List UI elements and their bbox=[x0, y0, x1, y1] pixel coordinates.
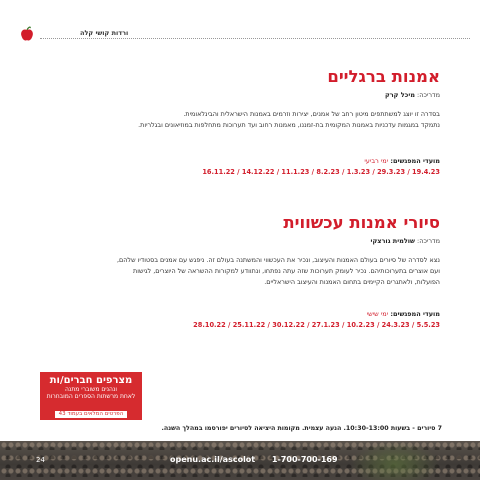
description-line: הפועלות, ולאתגרים הקיימים בתחום האמנות והעיצוב הישראליים. bbox=[264, 278, 440, 286]
schedule-dates: 28.10.22 / 25.11.22 / 30.12.22 / 27.1.23 / 10.2.23 / 24.3.23 / 5.5.23 bbox=[193, 321, 440, 329]
section-description bbox=[80, 109, 440, 131]
guide-name: מיכל קרק bbox=[384, 91, 415, 99]
description-line: נצא לסדרה של סיורים בעולם האמנות והעיצוב, ונכיר את העכשווי והמשתנה בעולם זה. ניפגש עם אמנים בסטודיו שלהם, bbox=[116, 256, 440, 264]
description-line: ועם אוצרים בתערוכותיהם. נכיר לעומק תערוכות שזה עתה נפתחו, ונתוודע למקורות ההשראה של היוצרים, לגישות bbox=[133, 267, 440, 275]
guide-name: שולמית גורצקי bbox=[370, 237, 415, 245]
description-line: בסדרה זו יוצג למשתתפים מיטון רחב של אמנים, יצירות וזרמים באמנות הישראלית והבינלאומית. bbox=[183, 110, 440, 118]
footer-phone[interactable]: 1-700-700-169 bbox=[271, 455, 338, 464]
footer bbox=[0, 441, 480, 480]
promo-details-link[interactable]: הפרטים המלאים בעמוד 43 bbox=[55, 411, 128, 418]
section-title: אמנות ברגליים bbox=[327, 67, 440, 86]
schedule-label-text: מועדי המפגשים: bbox=[390, 310, 440, 318]
tour-notice: 7 סיורים - בשעות 10:30-13:00. הנעה עצמית. מקומות היציאה לסיורים יפורסמו במהלך השנה. bbox=[161, 425, 442, 432]
footer-contact bbox=[170, 455, 352, 464]
guide-line bbox=[110, 237, 440, 245]
schedule-label bbox=[110, 157, 440, 165]
brand-title: ורדות קושי קלה bbox=[76, 29, 132, 37]
guide-label: מדריכה: bbox=[417, 91, 440, 99]
promo-line: ונהנים משוברי מתנה bbox=[65, 386, 117, 393]
section-contemporary-art-tours bbox=[110, 212, 440, 329]
schedule-label-text: מועדי המפגשים: bbox=[390, 157, 440, 165]
header-rule bbox=[40, 38, 470, 39]
guide-label: מדריכה: bbox=[417, 237, 440, 245]
page-number: 24 bbox=[36, 456, 45, 464]
apple-icon bbox=[20, 26, 34, 42]
section-art-on-foot bbox=[110, 66, 440, 176]
schedule-day: ימי רביעי bbox=[364, 157, 389, 165]
top-bar bbox=[10, 28, 470, 44]
promo-title: מצרפים חברים/ות bbox=[49, 375, 133, 386]
section-description bbox=[80, 255, 440, 288]
schedule-dates: 16.11.22 / 14.12.22 / 11.1.23 / 8.2.23 / 1.3.23 / 29.3.23 / 19.4.23 bbox=[202, 168, 440, 176]
promo-line: לאחת מרשתות הספרים המובחרות bbox=[46, 393, 136, 400]
section-title: סיורי אמנות עכשווית bbox=[283, 213, 440, 232]
schedule-label bbox=[110, 310, 440, 318]
footer-url[interactable]: openu.ac.il/ascolot bbox=[170, 455, 256, 464]
guide-line bbox=[110, 91, 440, 99]
description-line: נתמקד במגמות עדכניות באמנות המקומית בת-זמננו, מאמנות רחוב ועד תערוכות מתחלפות במוזיאונים ובגלריות. bbox=[138, 121, 440, 129]
referral-promo-banner[interactable] bbox=[40, 372, 142, 420]
schedule-day: ימי שישי bbox=[366, 310, 389, 318]
